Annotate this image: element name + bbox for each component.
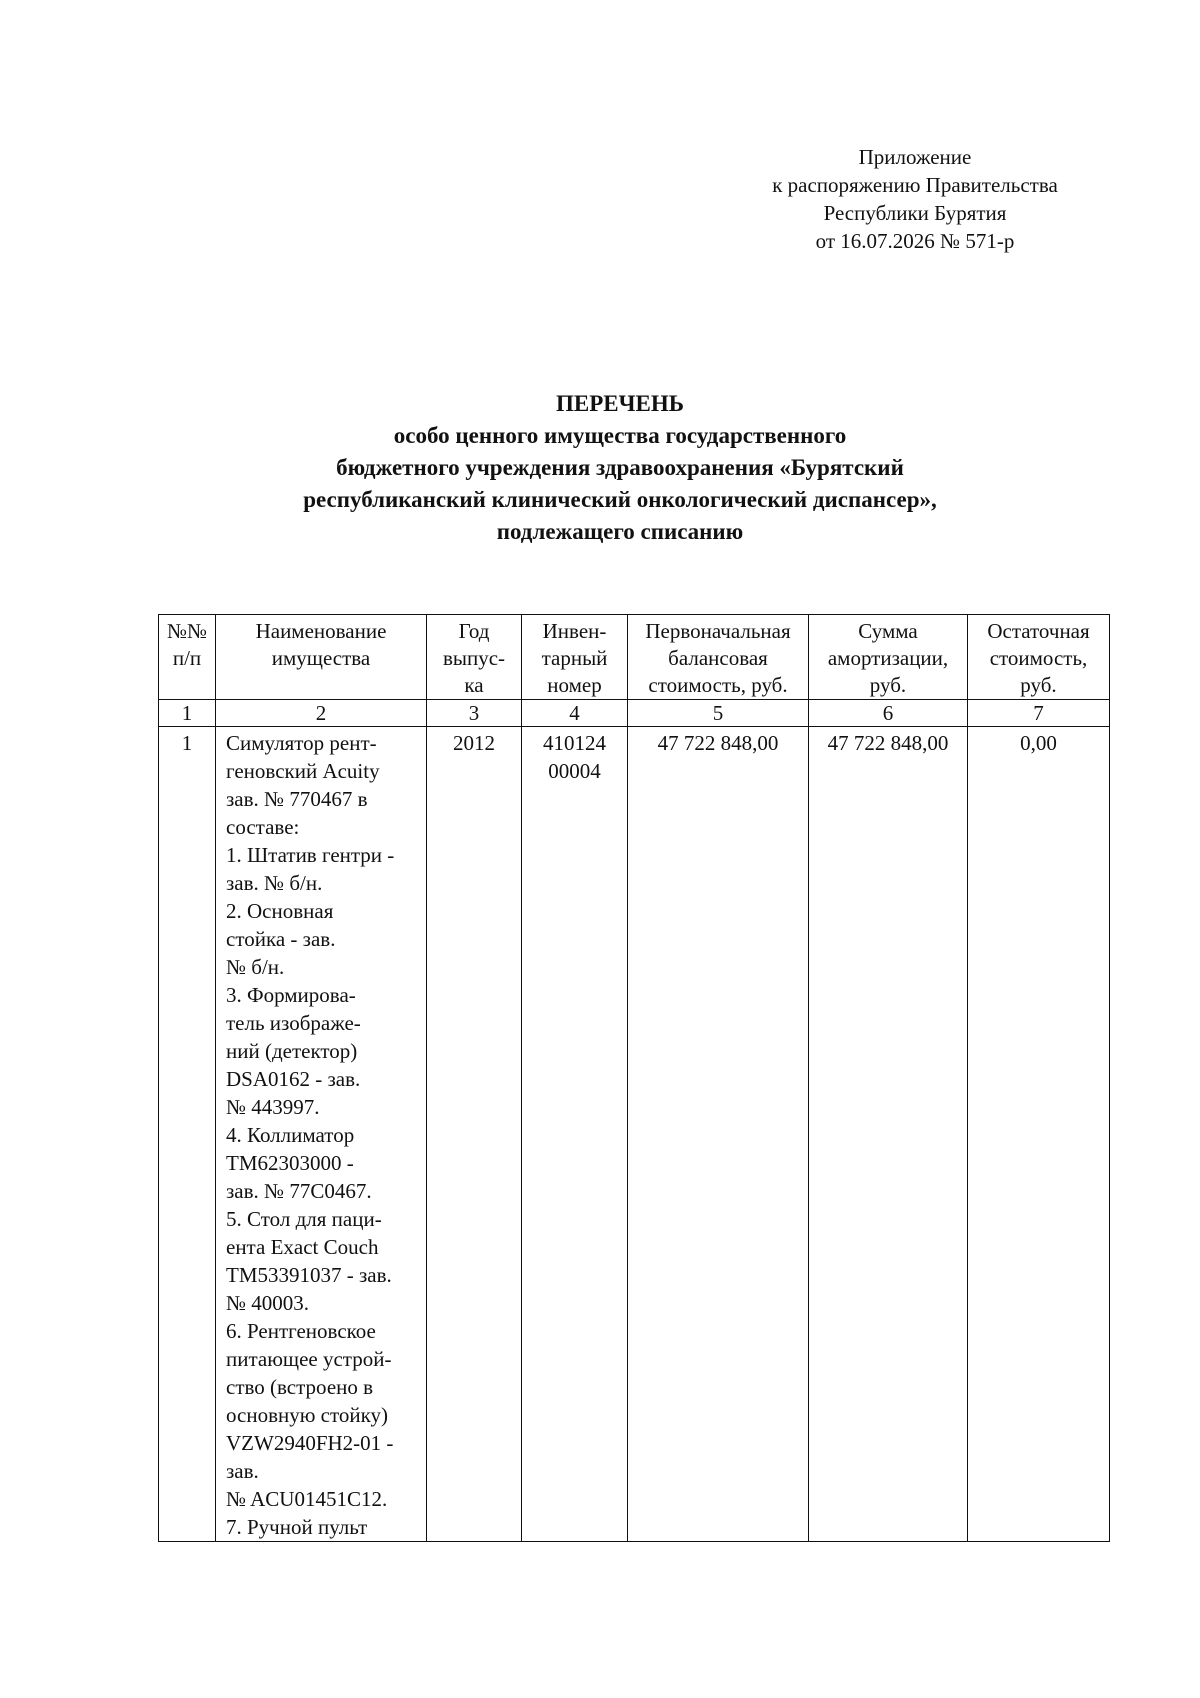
property-name-line: зав. № б/н.	[226, 871, 323, 895]
header-name: Наименование имущества	[216, 615, 427, 700]
property-name-line: основную стойку)	[226, 1403, 389, 1427]
property-name-line: тель изображе-	[226, 1011, 361, 1035]
property-name-line: зав. № 77C0467.	[226, 1179, 372, 1203]
property-name-line: TM53391037 - зав.	[226, 1263, 392, 1287]
annex-block	[745, 143, 1085, 255]
property-name-line: составе:	[226, 815, 300, 839]
property-name-line: 5. Стол для паци-	[226, 1207, 382, 1231]
property-name-line: ство (встроено в	[226, 1375, 374, 1399]
column-number: 7	[968, 700, 1110, 727]
property-name-line: ента Exact Couch	[226, 1235, 379, 1259]
property-name-line: питающее устрой-	[226, 1347, 392, 1371]
column-number: 4	[522, 700, 628, 727]
annex-line-2: к распоряжению Правительства	[772, 173, 1058, 197]
inventory-number: 410124 00004	[522, 727, 628, 1542]
title-line-5: подлежащего списанию	[496, 519, 744, 544]
property-name-line: зав. № 770467 в	[226, 787, 368, 811]
release-year: 2012	[427, 727, 522, 1542]
property-name	[216, 727, 427, 1542]
header-year: Год выпус- ка	[427, 615, 522, 700]
property-name-line: № ACU01451C12.	[226, 1487, 388, 1511]
property-name-line: зав.	[226, 1459, 259, 1483]
table-header-row	[159, 615, 1110, 700]
property-name-line: стойка - зав.	[226, 927, 336, 951]
property-name-line: 1. Штатив гентри -	[226, 843, 395, 867]
annex-line-4: от 16.07.2026 № 571-р	[815, 229, 1015, 253]
property-name-line: ний (детектор)	[226, 1039, 358, 1063]
header-inventory: Инвен- тарный номер	[522, 615, 628, 700]
property-name-line: геновский Acuity	[226, 759, 380, 783]
property-name-line: № 40003.	[226, 1291, 310, 1315]
title-line-4: республиканский клинический онкологический диспансер»,	[303, 487, 937, 512]
property-name-line: 2. Основная	[226, 899, 334, 923]
header-number: №№ п/п	[159, 615, 216, 700]
property-table	[158, 614, 1110, 1542]
annex-line-3: Республики Бурятия	[823, 201, 1007, 225]
column-number: 1	[159, 700, 216, 727]
column-number: 6	[809, 700, 968, 727]
title-line-1: ПЕРЕЧЕНЬ	[556, 391, 684, 416]
initial-cost: 47 722 848,00	[628, 727, 809, 1542]
column-number: 2	[216, 700, 427, 727]
property-name-line: 7. Ручной пульт	[226, 1515, 368, 1539]
property-name-line: 6. Рентгеновское	[226, 1319, 376, 1343]
property-name-line: 3. Формирова-	[226, 983, 356, 1007]
property-name-line: Симулятор рент-	[226, 731, 377, 755]
property-name-line: DSA0162 - зав.	[226, 1067, 361, 1091]
property-name-line: № 443997.	[226, 1095, 320, 1119]
depreciation-amount: 47 722 848,00	[809, 727, 968, 1542]
document-title	[150, 388, 1090, 548]
column-number: 5	[628, 700, 809, 727]
column-number: 3	[427, 700, 522, 727]
annex-line-1: Приложение	[858, 145, 972, 169]
table-row	[159, 727, 1110, 1542]
property-name-line: 4. Коллиматор	[226, 1123, 355, 1147]
title-line-3: бюджетного учреждения здравоохранения «Бурятский	[336, 455, 904, 480]
row-number: 1	[159, 727, 216, 1542]
header-initial-cost: Первоначальная балансовая стоимость, руб.	[628, 615, 809, 700]
property-name-line: № б/н.	[226, 955, 285, 979]
header-depreciation: Сумма амортизации, руб.	[809, 615, 968, 700]
title-line-2: особо ценного имущества государственного	[393, 423, 847, 448]
header-residual: Остаточная стоимость, руб.	[968, 615, 1110, 700]
property-name-line: VZW2940FH2-01 -	[226, 1431, 394, 1455]
property-name-line: TM62303000 -	[226, 1151, 354, 1175]
residual-value: 0,00	[968, 727, 1110, 1542]
column-numbers-row	[159, 700, 1110, 727]
